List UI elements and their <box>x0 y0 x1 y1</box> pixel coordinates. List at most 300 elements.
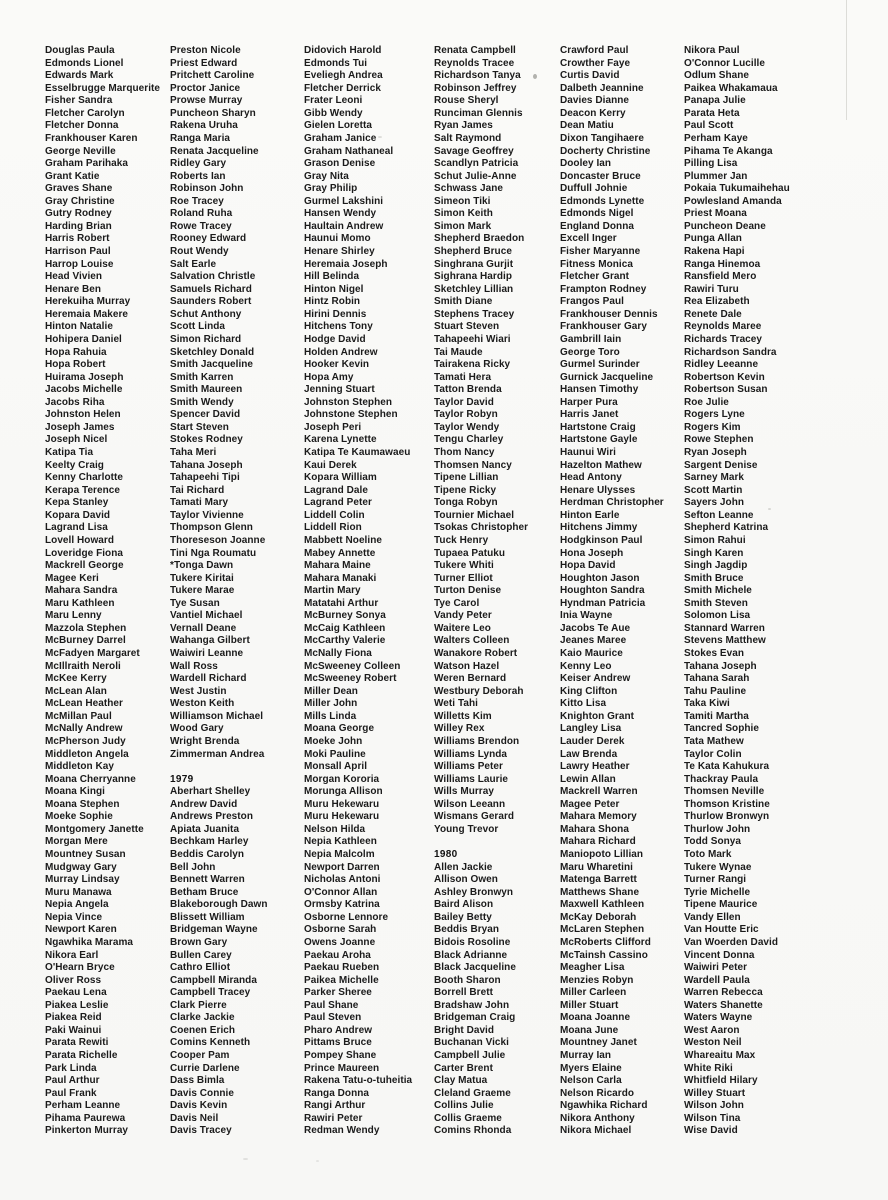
name-entry: Sighrana Hardip <box>434 271 512 283</box>
name-entry: Mahara Maine <box>304 560 371 572</box>
name-entry: Davis Neil <box>170 1112 219 1124</box>
scan-speck <box>533 74 537 79</box>
name-entry: Rakena Uruha <box>170 120 238 132</box>
name-entry: Mabey Annette <box>304 547 376 559</box>
name-entry: Weston Keith <box>170 698 235 710</box>
name-entry: Graham Janice <box>304 132 377 144</box>
name-entry: Hona Joseph <box>560 547 624 559</box>
roll-column-6 <box>684 45 790 1138</box>
name-entry: Rawiri Turu <box>684 283 739 295</box>
name-entry: Muru Hekewaru <box>304 811 380 823</box>
name-entry: Joseph Nicel <box>45 434 108 446</box>
name-entry: O'Hearn Bryce <box>45 962 115 974</box>
name-entry: Jacobs Te Aue <box>560 622 631 634</box>
name-entry: Richards Tracey <box>684 333 763 345</box>
name-entry: Kenny Leo <box>560 660 612 672</box>
name-entry: Ranga Hinemoa <box>684 258 761 270</box>
name-entry: Williams Peter <box>434 761 503 773</box>
name-entry: Harris Janet <box>560 409 619 421</box>
name-entry: Hansen Wendy <box>304 208 377 220</box>
name-entry: Wardell Richard <box>170 673 247 685</box>
name-entry: Gray Christine <box>45 195 115 207</box>
name-entry: Solomon Lisa <box>684 610 751 622</box>
name-entry: Robertson Kevin <box>684 371 765 383</box>
name-entry: Frankhouser Karen <box>45 132 138 144</box>
name-entry: Esselbrugge Marquerite <box>45 82 161 94</box>
name-entry: King Clifton <box>560 685 618 697</box>
name-entry: Rout Wendy <box>170 246 229 257</box>
year-heading: 1980 <box>434 849 458 860</box>
name-entry: McFadyen Margaret <box>45 648 140 659</box>
name-entry: Rooney Edward <box>170 233 247 245</box>
name-entry: Sayers John <box>684 497 745 509</box>
name-entry: Magee Keri <box>45 572 99 584</box>
name-entry: Davies Dianne <box>560 95 630 107</box>
name-entry: Wills Murray <box>434 786 494 798</box>
name-entry: Tamiti Martha <box>684 710 749 722</box>
name-entry: Simon Rahui <box>684 534 746 546</box>
name-entry: Excell Inger <box>560 233 617 245</box>
name-entry: Maniopoto Lillian <box>560 849 644 860</box>
name-entry: Wilson John <box>684 1100 744 1112</box>
name-entry: McBurney Darrel <box>45 635 126 647</box>
name-entry: Bridgeman Craig <box>434 1012 516 1024</box>
name-entry: Sketchley Donald <box>170 346 255 358</box>
name-entry: Fitness Monica <box>560 258 633 270</box>
name-entry: Henare Shirley <box>304 246 375 257</box>
name-entry: Moeke Sophie <box>45 811 113 823</box>
name-entry: McPherson Judy <box>45 735 126 747</box>
name-entry: Johnstone Stephen <box>304 409 398 421</box>
name-entry: Grason Denise <box>304 158 376 170</box>
name-entry: McNally Andrew <box>45 723 123 735</box>
name-entry: Davis Tracey <box>170 1125 232 1137</box>
name-entry: Paekau Aroha <box>304 949 371 961</box>
name-entry: Stannard Warren <box>684 622 765 634</box>
name-entry: Bechkam Harley <box>170 836 249 848</box>
name-entry: Miller John <box>304 698 358 710</box>
name-entry: Pokaia Tukumaihehau <box>684 183 790 195</box>
name-entry: Newport Darren <box>304 861 380 873</box>
name-entry: Rouse Sheryl <box>434 95 499 107</box>
name-entry: Waitere Leo <box>434 622 491 634</box>
name-entry: Kaio Maurice <box>560 648 623 659</box>
name-entry: Davis Kevin <box>170 1100 228 1112</box>
name-entry: Lewin Allan <box>560 773 616 785</box>
name-entry: Myers Elaine <box>560 1062 622 1074</box>
name-entry: Maxwell Kathleen <box>560 899 645 911</box>
roll-column-4 <box>434 45 528 1138</box>
name-entry: Watson Hazel <box>434 660 500 672</box>
name-entry: Proctor Janice <box>170 82 241 94</box>
name-entry: Deacon Kerry <box>560 107 626 119</box>
name-entry: Hartstone Craig <box>560 421 636 433</box>
name-entry: Kitto Lisa <box>560 698 607 710</box>
name-entry: Clay Matua <box>434 1075 488 1087</box>
name-entry: Moana Stephen <box>45 798 120 810</box>
name-entry: Taylor Colin <box>684 748 742 760</box>
name-entry: Tye Carol <box>434 597 480 609</box>
name-entry: Morgan Kororia <box>304 773 380 785</box>
name-entry: Smith Diane <box>434 296 493 308</box>
name-entry: Van Houtte Eric <box>684 924 759 936</box>
name-entry: Willey Stuart <box>684 1087 746 1099</box>
name-entry: Harris Robert <box>45 233 110 245</box>
name-entry: Crawford Paul <box>560 45 629 56</box>
name-entry: Thoreseson Joanne <box>170 534 266 546</box>
name-entry: Sefton Leanne <box>684 509 754 521</box>
name-entry: Mahara Sandra <box>45 585 118 597</box>
name-entry: Douglas Paula <box>45 45 115 56</box>
name-entry: Richardson Tanya <box>434 70 521 82</box>
name-entry: Fletcher Derrick <box>304 82 381 94</box>
name-entry: Clark Pierre <box>170 999 227 1011</box>
name-entry: Smith Bruce <box>684 572 744 584</box>
name-entry: Frankhouser Dennis <box>560 308 658 320</box>
name-entry: Moki Pauline <box>304 748 366 760</box>
name-entry: Plummer Jan <box>684 170 748 182</box>
name-entry: Turner Rangi <box>684 874 747 886</box>
name-entry: Todd Sonya <box>684 836 741 848</box>
name-entry: Te Kata Kahukura <box>684 761 770 773</box>
name-entry: Tatton Brenda <box>434 384 502 396</box>
name-entry: Murray Lindsay <box>45 874 120 886</box>
name-entry: Muru Manawa <box>45 886 112 898</box>
name-entry: Paikea Michelle <box>304 974 379 986</box>
name-entry: George Toro <box>560 346 620 358</box>
name-entry: Parata Heta <box>684 107 740 119</box>
name-entry: Paul Steven <box>304 1012 362 1024</box>
name-entry: McKee Kerry <box>45 673 107 685</box>
name-entry: Mountney Janet <box>560 1037 637 1049</box>
scan-speck <box>768 508 771 510</box>
name-entry: Edmonds Lynette <box>560 195 645 207</box>
name-entry: Parata Richelle <box>45 1050 118 1061</box>
name-entry: Hintz Robin <box>304 296 361 308</box>
name-entry: Graham Parihaka <box>45 158 129 170</box>
name-entry: Hartstone Gayle <box>560 434 638 446</box>
name-entry: Thomson Kristine <box>684 798 770 810</box>
name-entry: Stuart Steven <box>434 321 500 333</box>
name-entry: Waters Shanette <box>684 999 763 1011</box>
name-entry: Doncaster Bruce <box>560 170 641 182</box>
name-entry: Coenen Erich <box>170 1024 236 1036</box>
name-entry: Henare Ben <box>45 283 102 295</box>
name-entry: Moeke John <box>304 735 363 747</box>
name-entry: Mahara Memory <box>560 811 637 823</box>
name-entry: Dass Bimla <box>170 1075 225 1087</box>
name-entry: Tukere Kiritai <box>170 572 234 584</box>
name-entry: Wise David <box>684 1125 738 1137</box>
name-entry: Gielen Loretta <box>304 120 372 132</box>
name-entry: Singh Jagdip <box>684 560 748 572</box>
name-entry: Tairakena Ricky <box>434 359 511 371</box>
name-entry: Renata Jacqueline <box>170 145 259 157</box>
name-entry: Scott Martin <box>684 484 743 496</box>
name-entry: Ngawhika Marama <box>45 936 134 948</box>
name-entry: Hodge David <box>304 333 366 345</box>
name-entry: Tahana Joseph <box>684 660 757 672</box>
name-entry: Simeon Tiki <box>434 195 491 207</box>
name-entry: Haultain Andrew <box>304 220 384 232</box>
name-entry: White Riki <box>684 1062 733 1074</box>
name-entry: Stephens Tracey <box>434 308 515 320</box>
name-entry: Scandlyn Patricia <box>434 158 519 170</box>
name-entry: Katipa Tia <box>45 447 94 458</box>
name-entry: Priest Moana <box>684 208 747 220</box>
name-entry: Moana Cherryanne <box>45 773 136 785</box>
name-entry: Ryan James <box>434 120 493 132</box>
name-entry: Ridley Gary <box>170 158 227 170</box>
name-entry: Moana Joanne <box>560 1012 631 1024</box>
name-entry: Puncheon Deane <box>684 220 766 232</box>
name-entry: Houghton Sandra <box>560 585 645 597</box>
name-entry: Mackrell Warren <box>560 786 638 798</box>
roll-column-3 <box>304 45 412 1138</box>
name-entry: Smith Wendy <box>170 396 234 408</box>
name-entry: Williamson Michael <box>170 710 264 722</box>
name-entry: Vantiel Michael <box>170 610 243 622</box>
name-entry: Tye Susan <box>170 597 220 609</box>
name-entry: Miller Stuart <box>560 999 619 1011</box>
name-entry: Roe Julie <box>684 396 729 408</box>
name-entry: Duffull Johnie <box>560 183 628 195</box>
name-entry: Tipene Ricky <box>434 484 497 496</box>
name-entry: Jacobs Riha <box>45 396 105 408</box>
name-entry: Owens Joanne <box>304 936 376 948</box>
name-entry: Perham Leanne <box>45 1100 121 1112</box>
name-entry: Crowther Faye <box>560 57 631 69</box>
name-entry: Lauder Derek <box>560 735 625 747</box>
name-entry: Prowse Murray <box>170 95 243 107</box>
name-entry: Nepia Angela <box>45 899 109 911</box>
name-entry: O'Connor Lucille <box>684 57 765 69</box>
name-entry: Edmonds Nigel <box>560 208 634 220</box>
name-entry: Johnston Stephen <box>304 396 393 408</box>
name-entry: Sketchley Lillian <box>434 283 514 295</box>
page-edge-line <box>846 0 847 120</box>
name-entry: McLean Alan <box>45 685 107 697</box>
name-entry: Henare Ulysses <box>560 484 636 496</box>
name-entry: George Neville <box>45 145 116 157</box>
name-entry: Piakea Leslie <box>45 999 109 1011</box>
name-entry: Salt Earle <box>170 258 217 270</box>
name-entry: Westbury Deborah <box>434 685 524 697</box>
name-entry: Willetts Kim <box>434 710 492 722</box>
name-entry: Taha Meri <box>170 447 217 458</box>
name-entry: Docherty Christine <box>560 145 651 157</box>
name-entry: Vandy Ellen <box>684 911 741 923</box>
name-entry: Harper Pura <box>560 396 618 408</box>
name-entry: Comins Kenneth <box>170 1037 251 1049</box>
name-entry: Hopa David <box>560 560 616 572</box>
name-entry: Fletcher Donna <box>45 120 119 132</box>
name-entry: *Tonga Dawn <box>170 560 234 572</box>
name-entry: McCarthy Valerie <box>304 635 386 647</box>
name-entry: Weston Neil <box>684 1037 742 1049</box>
name-entry: Tini Nga Roumatu <box>170 547 257 559</box>
name-entry: Betham Bruce <box>170 886 239 898</box>
name-entry: Tipene Maurice <box>684 899 758 911</box>
name-entry: Maru Wharetini <box>560 861 633 873</box>
name-entry: Smith Karren <box>170 371 234 383</box>
name-entry: Wright Brenda <box>170 735 240 747</box>
name-entry: Curtis David <box>560 70 620 82</box>
name-entry: Hinton Natalie <box>45 321 113 333</box>
name-entry: Ranga Maria <box>170 132 231 144</box>
name-entry: Shepherd Katrina <box>684 522 769 534</box>
name-entry: Joseph Peri <box>304 421 362 433</box>
name-entry: Hill Belinda <box>304 271 360 283</box>
name-entry: Paikea Whakamaua <box>684 82 778 94</box>
name-entry: Beddis Carolyn <box>170 849 245 860</box>
name-entry: Gray Philip <box>304 183 358 195</box>
name-entry: Harrop Louise <box>45 258 114 270</box>
name-entry: Walters Colleen <box>434 635 510 647</box>
name-entry: Dalbeth Jeannine <box>560 82 644 94</box>
name-entry: Black Jacqueline <box>434 962 516 974</box>
name-entry: Vincent Donna <box>684 949 755 961</box>
name-entry: Hinton Nigel <box>304 283 364 295</box>
name-entry: Gurnick Jacqueline <box>560 371 654 383</box>
name-entry: Harding Brian <box>45 220 112 232</box>
name-entry: Matenga Barrett <box>560 874 637 886</box>
name-entry: Redman Wendy <box>304 1125 380 1137</box>
name-entry: Hinton Earle <box>560 509 620 521</box>
name-entry: Warren Rebecca <box>684 987 763 999</box>
name-entry: Karena Lynette <box>304 434 377 446</box>
name-entry: Stokes Evan <box>684 648 745 659</box>
name-entry: Piakea Reid <box>45 1012 102 1024</box>
name-entry: Whareaitu Max <box>684 1050 756 1061</box>
name-entry: Mabbett Noeline <box>304 534 382 546</box>
name-entry: Herdman Christopher <box>560 497 664 509</box>
name-entry: Nikora Michael <box>560 1125 632 1137</box>
name-entry: Paekau Rueben <box>304 962 380 974</box>
name-entry: Tahapeehi Wiari <box>434 333 511 345</box>
name-entry: Nikora Anthony <box>560 1112 635 1124</box>
name-entry: Shepherd Bruce <box>434 246 512 257</box>
name-entry: Hopa Amy <box>304 371 354 383</box>
name-entry: Salt Raymond <box>434 132 502 144</box>
name-entry: Houghton Jason <box>560 572 640 584</box>
name-entry: Tai Maude <box>434 346 483 358</box>
name-entry: Haunui Wiri <box>560 447 617 458</box>
name-entry: Bailey Betty <box>434 911 492 923</box>
name-entry: Paul Arthur <box>45 1075 100 1087</box>
name-entry: Paul Scott <box>684 120 734 132</box>
name-entry: Tipene Lillian <box>434 472 499 484</box>
name-entry: Thomsen Neville <box>684 786 765 798</box>
name-entry: Rogers Lyne <box>684 409 745 421</box>
name-entry: Smith Steven <box>684 597 748 609</box>
name-entry: Head Antony <box>560 472 622 484</box>
name-entry: Puncheon Sharyn <box>170 107 256 119</box>
name-entry: Joseph James <box>45 421 115 433</box>
name-entry: McRoberts Clifford <box>560 936 651 948</box>
name-entry: Kaui Derek <box>304 459 357 471</box>
name-entry: Campbell Julie <box>434 1050 506 1061</box>
name-entry: Tukere Marae <box>170 585 235 597</box>
name-entry: Mudgway Gary <box>45 861 117 873</box>
name-entry: Salvation Christle <box>170 271 256 283</box>
name-entry: Reynolds Maree <box>684 321 762 333</box>
name-entry: Paki Wainui <box>45 1024 102 1036</box>
name-entry: Jenning Stuart <box>304 384 375 396</box>
name-entry: Bell John <box>170 861 216 873</box>
roll-column-2 <box>170 45 268 1138</box>
name-entry: Muru Hekewaru <box>304 798 380 810</box>
name-entry: Tahu Pauline <box>684 685 747 697</box>
name-entry: Parata Rewiti <box>45 1037 109 1049</box>
name-entry: Stokes Rodney <box>170 434 243 446</box>
name-entry: Head Vivien <box>45 271 103 283</box>
name-entry: Singh Karen <box>684 547 744 559</box>
name-entry: Eveliegh Andrea <box>304 70 383 82</box>
name-entry: Nikora Earl <box>45 949 99 961</box>
name-entry: Wood Gary <box>170 723 224 735</box>
name-entry: Morunga Allison <box>304 786 383 798</box>
name-entry: Paekau Lena <box>45 987 107 999</box>
name-entry: Zimmerman Andrea <box>170 748 265 760</box>
name-entry: Carter Brent <box>434 1062 493 1074</box>
name-entry: Williams Laurie <box>434 773 509 785</box>
name-entry: Morgan Mere <box>45 836 108 848</box>
name-entry: Williams Lynda <box>434 748 508 760</box>
name-entry: Allen Jackie <box>434 861 493 873</box>
name-entry: Martin Mary <box>304 585 361 597</box>
name-entry: Preston Nicole <box>170 45 241 56</box>
name-entry: Clarke Jackie <box>170 1012 235 1024</box>
name-entry: Graham Nathaneal <box>304 145 394 157</box>
name-entry: Menzies Robyn <box>560 974 634 986</box>
name-entry: Lawry Heather <box>560 761 630 773</box>
name-entry: Sargent Denise <box>684 459 758 471</box>
name-entry: Gambrill Iain <box>560 333 622 345</box>
name-entry: Jeanes Maree <box>560 635 627 647</box>
name-entry: Robinson Jeffrey <box>434 82 517 94</box>
name-entry: Schut Anthony <box>170 308 242 320</box>
name-entry: Lagrand Peter <box>304 497 372 509</box>
name-entry: Punga Allan <box>684 233 742 245</box>
name-entry: Schut Julie-Anne <box>434 170 517 182</box>
name-entry: Nepia Vince <box>45 911 103 923</box>
name-entry: Odlum Shane <box>684 70 750 82</box>
name-entry: Tsokas Christopher <box>434 522 529 534</box>
name-entry: Mountney Susan <box>45 849 126 860</box>
name-entry: Weren Bernard <box>434 673 507 685</box>
name-entry: Tamati Hera <box>434 371 492 383</box>
name-entry: Hohipera Daniel <box>45 333 122 345</box>
name-entry: Turton Denise <box>434 585 502 597</box>
name-entry: Rakena Hapi <box>684 246 745 257</box>
name-entry: Kenny Charlotte <box>45 472 123 484</box>
name-entry: Gurmel Surinder <box>560 359 640 371</box>
name-entry: Ransfield Mero <box>684 271 757 283</box>
name-entry: Waiwiri Peter <box>684 962 748 974</box>
name-entry: Monsall April <box>304 761 368 773</box>
name-entry: Meagher Lisa <box>560 962 625 974</box>
year-heading: 1979 <box>170 773 194 785</box>
name-entry: Panapa Julie <box>684 95 746 107</box>
name-entry: Brown Gary <box>170 936 228 948</box>
name-entry: Mackrell George <box>45 560 124 572</box>
name-entry: Moana Kingi <box>45 786 105 798</box>
name-entry: Osborne Lennore <box>304 911 389 923</box>
name-entry: Paul Shane <box>304 999 359 1011</box>
name-entry: Cathro Elliot <box>170 962 231 974</box>
name-entry: Turner Elliot <box>434 572 493 584</box>
